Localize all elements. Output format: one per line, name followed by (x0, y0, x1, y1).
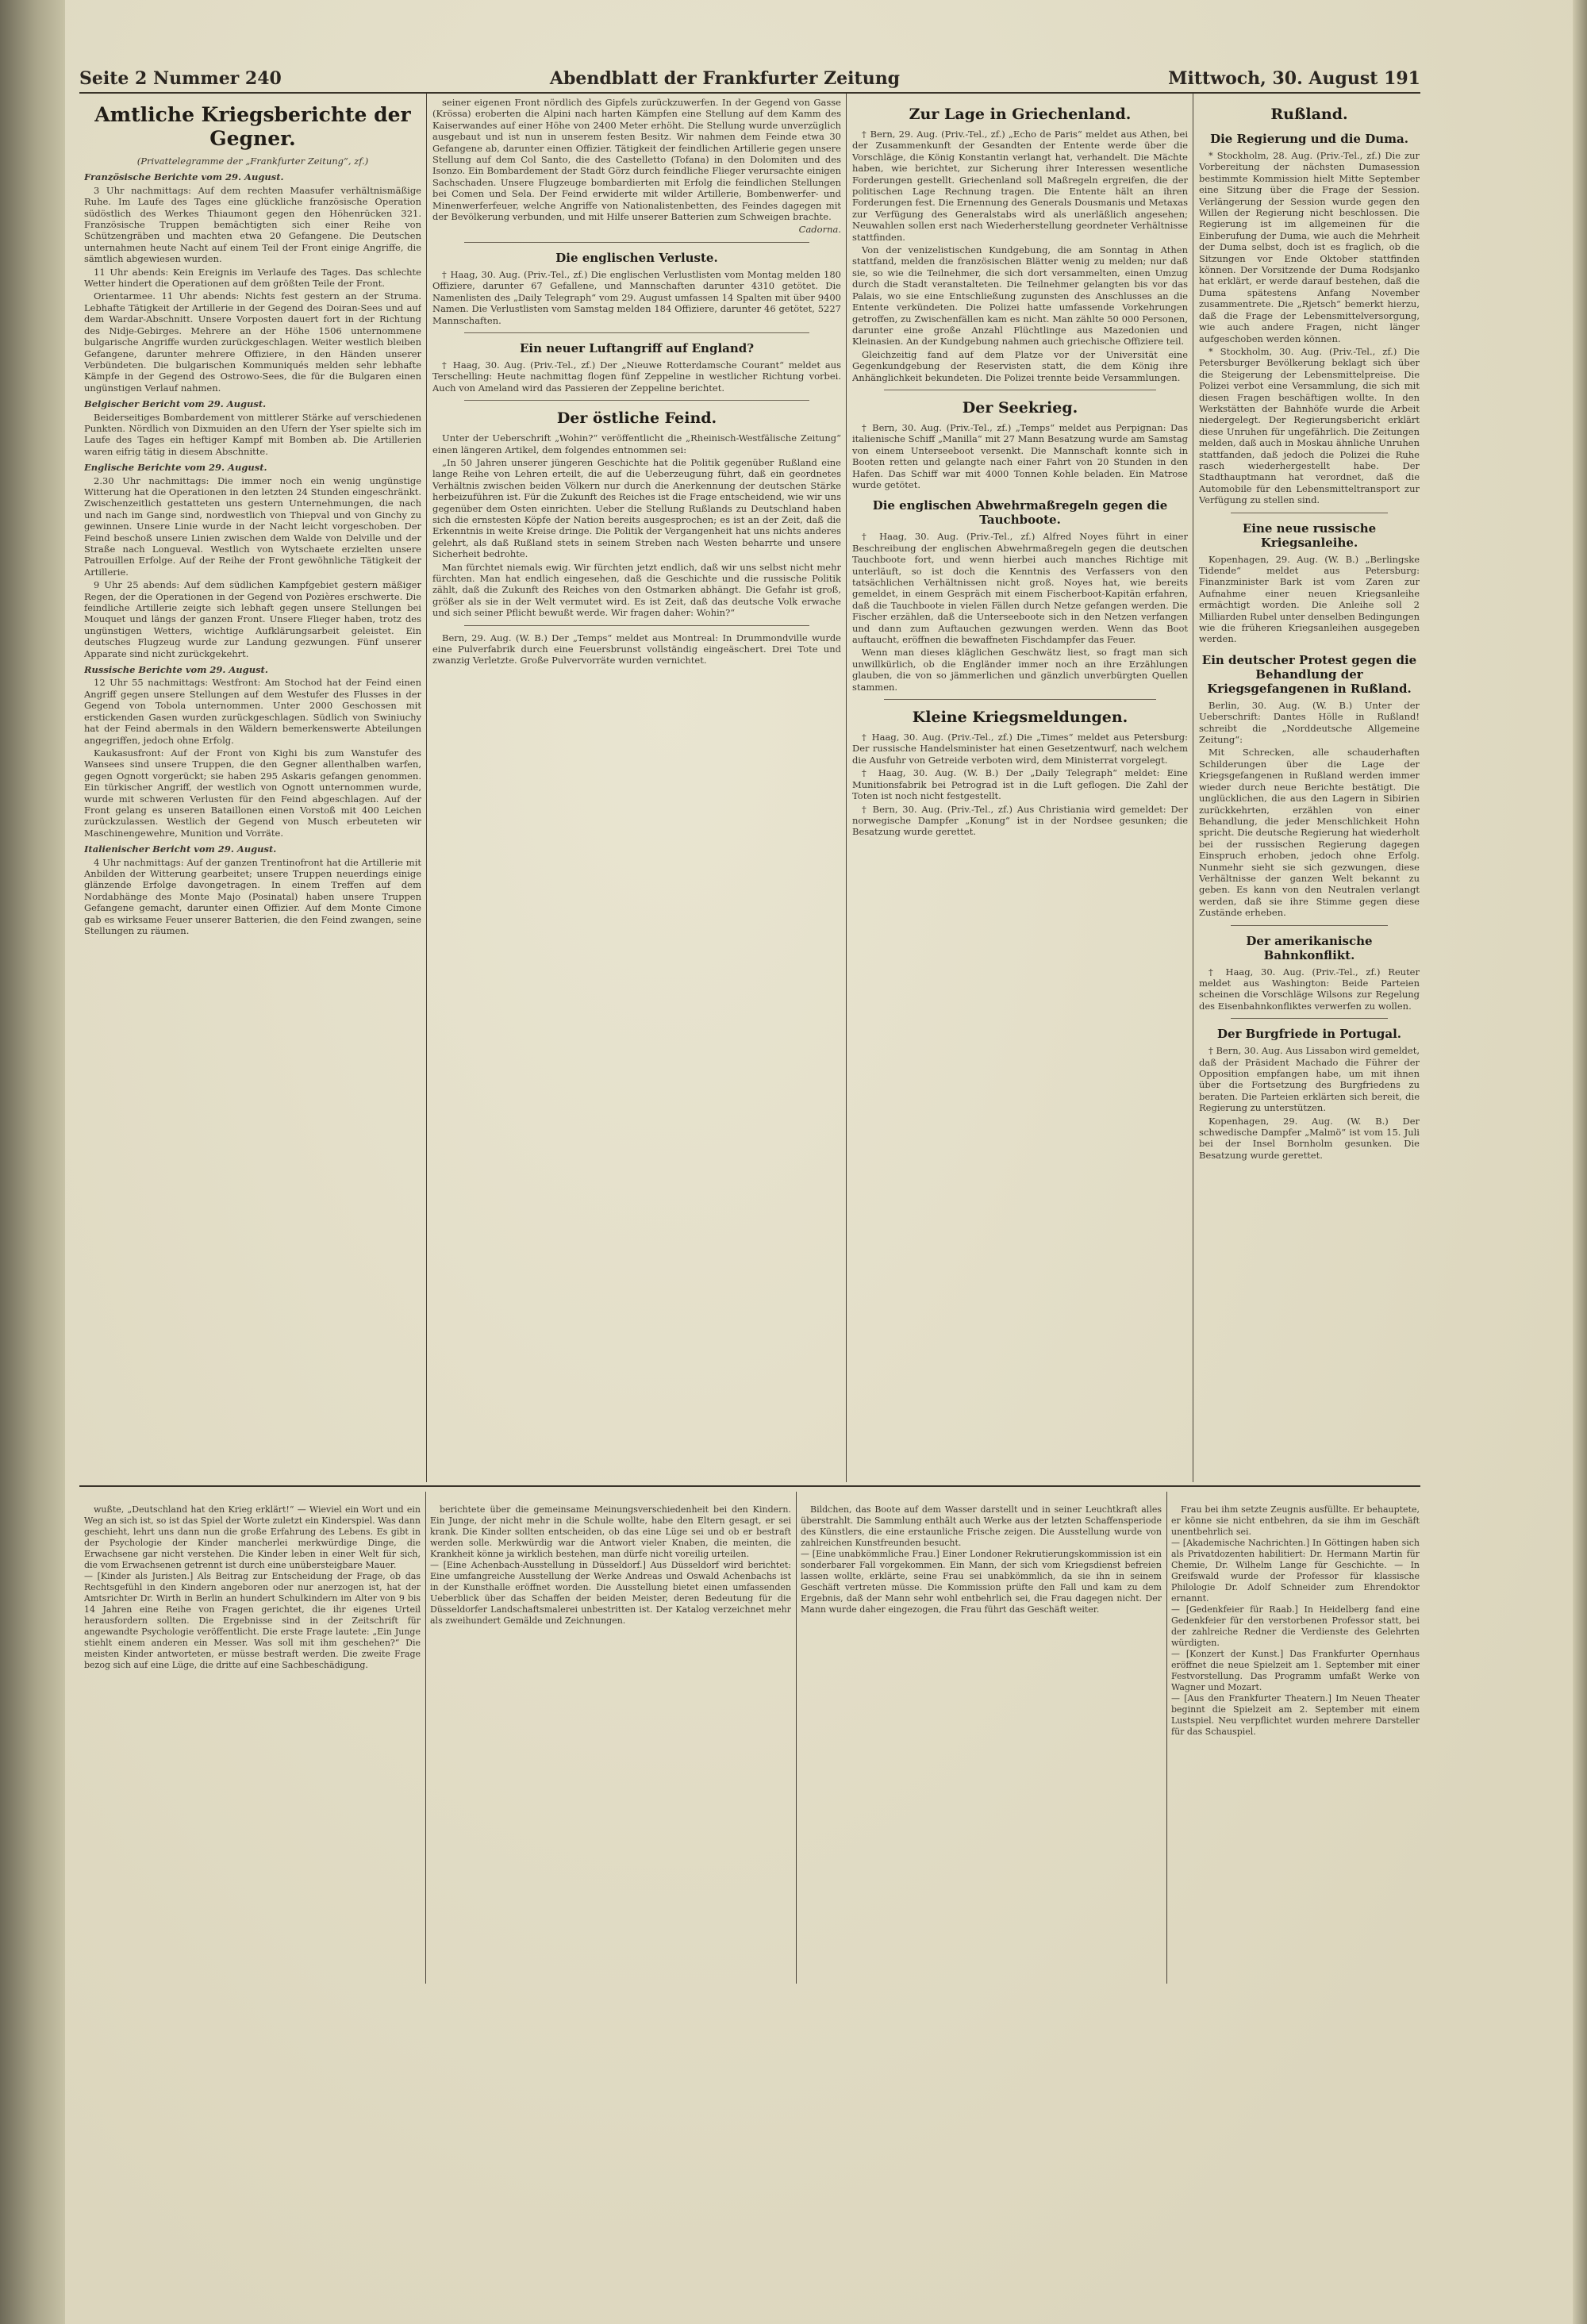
header-date: Mittwoch, 30. August 191 (1168, 68, 1420, 89)
paragraph: † Haag, 30. Aug. (W. B.) Der „Daily Telegraph“ meldet: Eine Munitionsfabrik bei Petrograd ist in die Luft geflogen. Die Zahl der Toten ist noch nicht festgestellt. (852, 767, 1188, 802)
article-headline: Der Burgfriede in Portugal. (1216, 1027, 1402, 1042)
feuilleton-text: Frau bei ihm setzte Zeugnis ausfüllte. Er behauptete, er könne sie nicht entbehren, da sie ihm im Geschäft unentbehrlich sei. — [Akademische Nachrichten.] In Göttingen haben sich als Privatdozenten habilitiert: Dr. Hermann Martin für Chemie, Dr. Wilhelm Lange für Geschichte. — In Greifswald wurde der Professor für klassische Philologie Dr. Adolf Schneider zum Ehrendoktor ernannt. — [Gedenkfeier für Raab.] In Heidelberg fand eine Gedenkfeier für den verstorbenen Professor statt, bei der zahlreiche Redner die Verdienste des Gelehrten würdigten. — [Konzert der Kunst.] Das Frankfurter Opernhaus eröffnet die neue Spielzeit am 1. September mit einer Festvorstellung. Das Programm umfaßt Werke von Wagner und Mozart. — [Aus den Frankfurter Theatern.] Im Neuen Theater beginnt die Spielzeit am 2. September mit einem Lustspiel. Neu verpflichtet wurden mehrere Darsteller für das Schauspiel. (1171, 1504, 1420, 1737)
column-rule (1166, 1492, 1167, 1984)
column-2 (432, 97, 841, 1481)
paragraph: † Haag, 30. Aug. (Priv.-Tel., zf.) Alfred Noyes führt in einer Beschreibung der englischen Abwehrmaßregeln gegen die deutschen Tauchboote fort, und wenn hierbei auch manches Richtige mit unterläuft, so ist doch die Kenntnis des Verfassers von den tatsächlichen Verhältnissen nicht groß. Noyes hat, wie bereits gemeldet, in einem Gespräch mit einem Fischerboot-Kapitän erfahren, daß die Tauchboote in vielen Fällen durch Netze gefangen werden. Die Fischer erzählen, daß die Unterseeboote sich in den Netzen verfangen und dann zum Auftauchen gezwungen werden. Wenn das Boot auftaucht, eröffnen die bewaffneten Fischdampfer das Feuer. (852, 531, 1188, 646)
divider (464, 242, 809, 243)
paragraph: Man fürchtet niemals ewig. Wir fürchten jetzt endlich, daß wir uns selbst nicht mehr fürchten. Man hat endlich eingesehen, daß die Geschichte und die russische Politik zählt, daß die Zukunft des Reiches von den Ostmarken abhängt. Die Gefahr ist groß, größer als sie in der Welt vermutet wird. Es ist Zeit, daß das deutsche Volk erwache und sich seiner Pflicht bewußt werde. Wir fragen daher: Wohin?“ (432, 561, 841, 619)
divider (1231, 1018, 1388, 1019)
divider (464, 400, 809, 401)
article-headline: Der amerikanische Bahnkonflikt. (1246, 933, 1373, 962)
paragraph: † Bern, 30. Aug. (Priv.-Tel., zf.) „Temps“ meldet aus Perpignan: Das italienische Schiff „Manilla“ mit 27 Mann Besatzung wurde am Samstag von einem Unterseeboot versenkt. Die Mannschaft konnte sich in Booten retten und gelangte nach einer Fahrt von 20 Stunden in den Hafen. Das Schiff war mit 4000 Tonnen Kohle beladen. Ein Matrose wurde getötet. (852, 421, 1188, 490)
paragraph: † Haag, 30. Aug. (Priv.-Tel., zf.) Die „Times“ meldet aus Petersburg: Der russische Handelsminister hat einen Gesetzentwurf, nach welchem die Ausfuhr von Getreide verboten wird, dem Ministerrat vorgelegt. (852, 732, 1188, 766)
paragraph: Mit Schrecken, alle schauderhaften Schilderungen über die Lage der Kriegsgefangenen in Rußland werden immer wieder durch neue Berichte bestätigt. Die unglücklichen, die aus den Lagern in Sibirien zurückkehrten, erzählen von einer Behandlung, die jeder Menschlichkeit Hohn spricht. Die deutsche Regierung hat wiederholt bei der russischen Regierung dagegen Einspruch erhoben, jedoch ohne Erfolg. Nunmehr sieht sie sich gezwungen, diese Verhältnisse der ganzen Welt bekannt zu geben. Es kann von den Neutralen verlangt werden, daß sie ihre Stimme gegen diese Zustände erheben. (1199, 747, 1420, 919)
article-headline: Der östliche Feind. (556, 409, 717, 428)
paragraph: Unter der Ueberschrift „Wohin?“ veröffentlicht die „Rheinisch-Westfälische Zeitung“ einen längeren Artikel, dem folgendes entnommen sei: (432, 432, 841, 455)
paragraph: 11 Uhr abends: Kein Ereignis im Verlaufe des Tages. Das schlechte Wetter hindert die Operationen auf dem größten Teile der Front. (84, 266, 421, 290)
paragraph: Beiderseitiges Bombardement von mittlerer Stärke auf verschiedenen Punkten. Nördlich von Dixmuiden an den Ufern der Yser spielte sich im Laufe des Tages ein heftiger Kampf mit Bomben ab. Die Artillerien waren eifrig tätig in diesem Abschnitte. (84, 411, 421, 457)
article-headline: Ein neuer Luftangriff auf England? (519, 340, 755, 355)
column-1 (84, 97, 421, 1481)
paragraph: † Bern, 30. Aug. Aus Lissabon wird gemeldet, daß der Präsident Machado die Führer der Opposition empfangen habe, um mit ihnen über die Fortsetzung des Burgfriedens zu beraten. Die Parteien erklärten sich bereit, die Regierung zu unterstützen. (1199, 1045, 1420, 1114)
column-rule (846, 94, 847, 1482)
paragraph: † Haag, 30. Aug. (Priv.-Tel., zf.) Die englischen Verlustlisten vom Montag melden 180 Offiziere, darunter 67 Gefallene, und Mannschaften darunter 4310 getötet. Die Namenlisten des „Daily Telegraph“ vom 29. August umfassen 14 Spalten mit über 9400 Namen. Die Verlustlisten vom Samstag melden 184 Offiziere, darunter 46 getötet, 5227 Mannschaften. (432, 268, 841, 326)
column-4 (1199, 97, 1420, 1481)
divider (464, 332, 809, 333)
paragraph: Berlin, 30. Aug. (W. B.) Unter der Ueberschrift: Dantes Hölle in Rußland! schreibt die „Norddeutsche Allgemeine Zeitung“: (1199, 699, 1420, 746)
header-newspaper-name: Abendblatt der Frankfurter Zeitung (549, 68, 901, 89)
article-headline: Eine neue russische Kriegsanleihe. (1242, 520, 1377, 550)
article-headline: Amtliche Kriegsberichte der Gegner. (94, 103, 411, 150)
divider (884, 699, 1156, 700)
paragraph: 3 Uhr nachmittags: Auf dem rechten Maasufer verhältnismäßige Ruhe. Im Laufe des Tages eine glückliche französische Operation südöstlich des Werkes Thiaumont gegen den Höhenrücken 321. Französische Truppen bemächtigten sich einer Reihe von Schützengräben und machten etwa 20 Gefangene. Die Deutschen unternahmen heute Nacht auf einem Teil der Front einige Angriffe, die sämtlich abgewiesen wurden. (84, 184, 421, 265)
paragraph: 12 Uhr 55 nachmittags: Westfront: Am Stochod hat der Feind einen Angriff gegen unsere Stellungen auf dem Westufer des Flusses in der Gegend von Tobola unternommen. Unter 2000 Geschossen mit erstickenden Gasen wurden zurückgeschlagen. Südlich von Swiniuchy hat der Feind abermals in den Wäldern bemerkenswerte Abteilungen angegriffen, jedoch ohne Erfolg. (84, 677, 421, 746)
section-heading: Belgischer Bericht vom 29. August. (84, 398, 267, 410)
paragraph: † Bern, 29. Aug. (Priv.-Tel., zf.) „Echo de Paris“ meldet aus Athen, bei der Zusammenkunft der Gesandten der Entente werde über die Vorschläge, die König Konstantin verlangt hat, verhandelt. Die Mächte haben, wie berichtet, zur Sicherung ihrer Interessen wesentliche Forderungen gestellt. Griechenland soll Maßregeln ergreifen, die der politischen Lage Rechnung tragen. Die Entente hält an ihren Forderungen fest. Die Ernennung des Generals Dousmanis und Metaxas zur Verfügung des Generalstabs wird als unerläßlich angesehen; Neuwahlen sollen erst nach Wiederherstellung geordneter Verhältnisse stattfinden. (852, 129, 1188, 243)
article-headline: Die englischen Verluste. (555, 250, 718, 265)
article-headline: Rußland. (1270, 106, 1348, 123)
paragraph: † Bern, 30. Aug. (Priv.-Tel., zf.) Aus Christiania wird gemeldet: Der norwegische Dampfer „Konung“ ist in der Nordsee gesunken; die Besatzung wurde gerettet. (852, 803, 1188, 838)
section-heading: Italienischer Bericht vom 29. August. (84, 843, 277, 855)
paragraph: „In 50 Jahren unserer jüngeren Geschichte hat die Politik gegenüber Rußland eine lange Reihe von Lehren erteilt, die auf die Ueberzeugung führt, daß ein geordnetes Verhältnis zwischen beiden Völkern nur durch die Anerkennung der deutschen Stärke herbeizuführen ist. Für die Zukunft des Reiches ist die Frage entscheidend, wie wir uns gegenüber dem Osten einrichten. Ueber die Stellung Rußlands zu Deutschland haben sich die ernstesten Köpfe der Nation bereits ausgesprochen; es ist an der Zeit, daß die Erkenntnis in weite Kreise dringe. Die Politik der Vergangenheit hat uns nichts anderes gelehrt, als daß Rußland stets in seinem Streben nach Westen beharrte und unsere Sicherheit bedrohte. (432, 456, 841, 560)
book-binding (0, 0, 65, 2324)
feuilleton-text: berichtete über die gemeinsame Meinungsverschiedenheit bei den Kindern. Ein Junge, der nicht mehr in die Schule wollte, habe den Eltern gesagt, er sei krank. Die Kinder sollten entscheiden, ob das eine Lüge sei und ob er bestraft werden solle. Merkwürdig war die Antwort vieler Knaben, die meinten, die Krankheit könne ja wirklich bestehen, man dürfe nicht voreilig urteilen. — [Eine Achenbach-Ausstellung in Düsseldorf.] Aus Düsseldorf wird berichtet: Eine umfangreiche Ausstellung der Werke Andreas und Oswald Achenbachs ist in der Kunsthalle eröffnet worden. Die Ausstellung bietet einen umfassenden Ueberblick über das Schaffen der beiden Meister, deren Bedeutung für die Düsseldorfer Landschaftsmalerei unbestritten ist. Der Katalog verzeichnet mehr als zweihundert Gemälde und Zeichnungen. (430, 1504, 791, 1626)
feuilleton-column-4 (1171, 1493, 1420, 1981)
article-headline: Der Seekrieg. (962, 398, 1078, 417)
paragraph: Bern, 29. Aug. (W. B.) Der „Temps“ meldet aus Montreal: In Drummondville wurde eine Pulverfabrik durch eine Feuersbrunst vollständig eingeäschert. Drei Tote und zwanzig Verletzte. Große Pulvervorräte wurden vernichtet. (432, 632, 841, 666)
header-page-number: Seite 2 Nummer 240 (79, 68, 282, 89)
column-rule (425, 1492, 426, 1984)
paragraph: † Haag, 30. Aug. (Priv.-Tel., zf.) Reuter meldet aus Washington: Beide Parteien scheinen die Vorschläge Wilsons zur Regelung des Eisenbahnkonfliktes verwerfen zu wollen. (1199, 966, 1420, 1012)
feuilleton-text: wußte, „Deutschland hat den Krieg erklärt!“ — Wieviel ein Wort und ein Weg an sich ist, so ist das Spiel der Worte zuletzt ein Kinderspiel. Was dann geschieht, lehrt uns dann nun die große Erfahrung des Lebens. Es gibt in der Psychologie der Kinder mancherlei merkwürdige Dinge, die Erwachsene gar nicht verstehen. Die Kinder leben in einer Welt für sich, die vom Erwachsenen getrennt ist durch eine unübersteigbare Mauer. — [Kinder als Juristen.] Als Beitrag zur Entscheidung der Frage, ob das Rechtsgefühl in den Kindern angeboren oder nur anerzogen ist, hat der Amtsrichter Dr. Wirth in Berlin an hundert Schulkindern im Alter von 9 bis 14 Jahren eine Reihe von Fragen gerichtet, die ihr eigenes Urteil herausfordern sollten. Die Ergebnisse sind in der Zeitschrift für angewandte Psychologie veröffentlicht. Die erste Frage lautete: „Ein Junge stiehlt einem anderen ein Messer. Was soll mit ihm geschehen?“ Die meisten Kinder antworteten, er müsse bestraft werden. Die zweite Frage bezog sich auf eine Lüge, die dritte auf eine Sachbeschädigung. (84, 1504, 421, 1670)
article-headline: Kleine Kriegsmeldungen. (912, 709, 1128, 727)
paragraph: Wenn man dieses kläglichen Geschwätz liest, so fragt man sich unwillkürlich, ob die Engländer immer noch an ihre Erzählungen glauben, die von so jämmerlichen und gänzlich unverbürgten Quellen stammen. (852, 647, 1188, 693)
feuilleton-column-1 (84, 1493, 421, 1981)
paragraph: 4 Uhr nachmittags: Auf der ganzen Trentinofront hat die Artillerie mit Anbilden der Witterung gearbeitet; unsere Truppen neuerdings einige glänzende Erfolge davongetragen. In einem Treffen auf dem Nordabhänge des Monte Majo (Posinatal) haben unsere Truppen Gefangene gemacht, darunter einen Offizier. Auf dem Monte Cimone gab es wirksame Feuer unserer Batterien, die den Feind zwangen, seine Stellungen zu räumen. (84, 856, 421, 936)
feuilleton-column-3 (801, 1493, 1162, 1981)
paragraph: * Stockholm, 30. Aug. (Priv.-Tel., zf.) Die Petersburger Bevölkerung beklagt sich über die Steigerung der Lebensmittelpreise. Die Polizei verbot eine Versammlung, die sich mit diesen Fragen beschäftigen wollte. In den Werkstätten der Bahnhöfe wurde die Arbeit niedergelegt. Der Regierungsbericht erklärt diese Unruhen für ungefährlich. Die Zeitungen melden, daß auch in Moskau ähnliche Unruhen stattfanden, daß jedoch die Polizei die Ruhe rasch wiederhergestellt habe. Der Stadthauptmann hat verordnet, daß die Automobile für den Lebensmitteltransport zur Verfügung zu stellen sind. (1199, 345, 1420, 506)
article-headline: Die englischen Abwehrmaßregeln gegen die Tauchboote. (872, 498, 1168, 528)
signature: Cadorna. (798, 224, 841, 236)
page-edge (1573, 0, 1587, 2324)
paragraph: 9 Uhr 25 abends: Auf dem südlichen Kampfgebiet gestern mäßiger Regen, der die Operationen in der Gegend von Pozières erschwerte. Die feindliche Artillerie zeigte sich lebhaft gegen unsere Stellungen bei Mouquet und längs der ganzen Front. Unsere Flieger haben, trotz des ungünstigen Wetters, wichtige Aufklärungsarbeit geleistet. Ein deutsches Flugzeug wurde zur Landung gezwungen. Fünf unserer Apparate sind nicht zurückgekehrt. (84, 579, 421, 659)
feuilleton-text: Bildchen, das Boote auf dem Wasser darstellt und in seiner Leuchtkraft alles überstrahlt. Die Sammlung enthält auch Werke aus der letzten Schaffensperiode des Künstlers, die eine erstaunliche Frische zeigen. Die Ausstellung wurde von zahlreichen Kunstfreunden besucht. — [Eine unabkömmliche Frau.] Einer Londoner Rekrutierungskommission ist ein sonderbarer Fall vorgekommen. Ein Mann, der sich vom Kriegsdienst befreien lassen wollte, erklärte, seine Frau sei unabkömmlich, da sie ihn in seinem Geschäft vertreten müsse. Die Kommission prüfte den Fall und kam zu dem Ergebnis, daß der Mann sehr wohl entbehrlich sei, die Frau dagegen nicht. Der Mann wurde daher eingezogen, die Frau führt das Geschäft weiter. (801, 1504, 1162, 1615)
section-heading: Englische Berichte vom 29. August. (84, 462, 267, 474)
article-headline: Zur Lage in Griechenland. (909, 106, 1132, 123)
section-heading: Russische Berichte vom 29. August. (84, 664, 268, 676)
divider (1231, 925, 1388, 926)
paragraph: Gleichzeitig fand auf dem Platze vor der Universität eine Gegenkundgebung der Reservisten statt, die dem König ihre Anhänglichkeit bekundeten. Die Polizei trennte beide Versammlungen. (852, 348, 1188, 383)
paragraph: 2.30 Uhr nachmittags: Die immer noch ein wenig ungünstige Witterung hat die Operationen in den letzten 24 Stunden eingeschränkt. Zwischenzeitlich gestatteten uns gestern Unternehmungen, die nach und nach im Gange sind, nordwestlich von Thiepval und von Ginchy zu gewinnen. Unsere Linie wurde in der Nacht leicht vorgeschoben. Der Feind beschoß unsere Linien zwischen dem Walde von Delville und der Straße nach Longueval. Westlich von Wytschaete erzielten unsere Patrouillen Erfolge. Auf der Reihe der Front gewöhnliche Tätigkeit der Artillerie. (84, 474, 421, 578)
paragraph: Von der venizelistischen Kundgebung, die am Sonntag in Athen stattfand, melden die französischen Blätter wenig zu melden; nur daß sie, so wie die Teilnehmer, die sich dort versammelten, einen Umzug durch die Stadt veranstalteten. Die Teilnehmer gelangten bis vor das Palais, wo sie eine Entschließung zugunsten des Anschlusses an die Entente verkündeten. Die Polizei hatte umfassende Vorkehrungen getroffen, zu Zwischenfällen kam es nicht. Man zählte 50 000 Personen, darunter eine große Anzahl Flüchtlinge aus Mazedonien und Kleinasien. An der Kundgebung nahmen auch griechische Offiziere teil. (852, 244, 1188, 348)
page-header (79, 63, 1420, 94)
feuilleton-column-2 (430, 1493, 791, 1981)
column-3 (852, 97, 1188, 1481)
paragraph: Orientarmee. 11 Uhr abends: Nichts fest gestern an der Struma. Lebhafte Tätigkeit der Artillerie in der Gegend des Doiran-Sees und auf dem Wardar-Abschnitt. Unsere Vorposten dauert fort in der Richtung des Nidje-Gebirges. Mehrere an der Höhe 1506 unternommene bulgarische Angriffe wurden zurückgeschlagen. Weiter westlich bleiben Gefangene, darunter mehrere Offiziere, in den Händen unserer Verbündeten. Die bulgarischen Kommuniqués melden sehr lebhafte Kämpfe in der Gegend des Ostrowo-Sees, die für die Bulgaren einen ungünstigen Verlauf nahmen. (84, 290, 421, 394)
article-subheadline: Die Regierung und die Duma. (1210, 132, 1408, 146)
section-heading: Französische Berichte vom 29. August. (84, 171, 284, 183)
paragraph: seiner eigenen Front nördlich des Gipfels zurückzuwerfen. In der Gegend von Gasse (Krössa) eroberten die Alpini nach harten Kämpfen eine Stellung auf dem Kamm des Kaiserwandes auf einer Höhe von 2400 Meter erhöht. Die Stellung wurde unverzüglich ausgebaut und ist nun in unserem festen Besitz. Wir nahmen dem Feinde etwa 30 Gefangene ab, darunter einen Offizier. Tätigkeit der feindlichen Artillerie gegen unsere Stellung auf dem Col Santo, die des Castelletto (Tofana) in den Dolomiten und des Isonzo. Ein Bombardement der Stadt Görz durch feindliche Flieger verursachte einigen Sachschaden. Unsere Flugzeuge bombardierten mit Erfolg die feindlichen Stellungen bei Comen und Sela. Der Feind erwiderte mit wilder Artillerie, Bombenwerfer- und Minenwerferfeuer, welche Angriffe von Nationalistenbetten, des Feindes dagegen mit der Bevölkerung verbunden, und mit Hilfe unserer Batterien zum Schweigen brachte. (432, 97, 841, 223)
page-margin-bottom (79, 1988, 1420, 2305)
feuilleton-rule (79, 1485, 1420, 1487)
column-rule (796, 1492, 797, 1984)
article-subtitle: (Privattelegramme der „Frankfurter Zeitung“, zf.) (136, 156, 369, 167)
article-headline: Ein deutscher Protest gegen die Behandlung der Kriegsgefangenen in Rußland. (1201, 652, 1417, 696)
column-rule (426, 94, 427, 1482)
paragraph: Kaukasusfront: Auf der Front von Kighi bis zum Wanstufer des Wansees sind unsere Truppen, die den Gegner allenthalben warfen, gegen Ognott vorgerückt; sie haben 295 Askaris gefangen genommen. Ein türkischer Angriff, der westlich von Ognott unternommen wurde, wurde mit schweren Verlusten für den Feind abgeschlagen. Auf der Front gelang es unseren Bataillonen einen Vorstoß mit 400 Leichen zurückzulassen. Westlich der Gegend von Musch erbeuteten wir Maschinengewehre, Munition und Vorräte. (84, 747, 421, 839)
paragraph: Kopenhagen, 29. Aug. (W. B.) „Berlingske Tidende“ meldet aus Petersburg: Finanzminister Bark ist vom Zaren zur Aufnahme einer neuen Kriegsanleihe ermächtigt worden. Die Anleihe soll 2 Milliarden Rubel unter denselben Bedingungen wie die früheren Kriegsanleihen ausgegeben werden. (1199, 553, 1420, 645)
paragraph: † Haag, 30. Aug. (Priv.-Tel., zf.) Der „Nieuwe Rotterdamsche Courant“ meldet aus Terschelling: Heute nachmittag flogen fünf Zeppeline in westlicher Richtung vorbei. Auch von Ameland wird das Passieren der Zeppeline berichtet. (432, 359, 841, 394)
divider (464, 625, 809, 626)
paragraph: * Stockholm, 28. Aug. (Priv.-Tel., zf.) Die zur Vorbereitung der nächsten Dumasession bestimmte Kommission hielt Mitte September eine Sitzung über die Frage der Session. Verlängerung der Session wurde gegen den Willen der Regierung nicht beschlossen. Die Regierung ist im allgemeinen für die Einberufung der Duma, wie auch die Mehrheit der Duma selbst, doch ist es fraglich, ob die Sitzungen vor Ende Oktober stattfinden können. Der Vorsitzende der Duma Rodsjanko hat erklärt, er werde darauf bestehen, daß die Duma spätestens Anfang November zusammentrete. Die „Rjetsch“ bemerkt hierzu, daß die Frage der Lebensmittelversorgung, wie auch andere Fragen, nicht länger aufgeschoben werden können. (1199, 150, 1420, 344)
paragraph: Kopenhagen, 29. Aug. (W. B.) Der schwedische Dampfer „Malmö“ ist vom 15. Juli bei der Insel Bornholm gesunken. Die Besatzung wurde gerettet. (1199, 1115, 1420, 1161)
